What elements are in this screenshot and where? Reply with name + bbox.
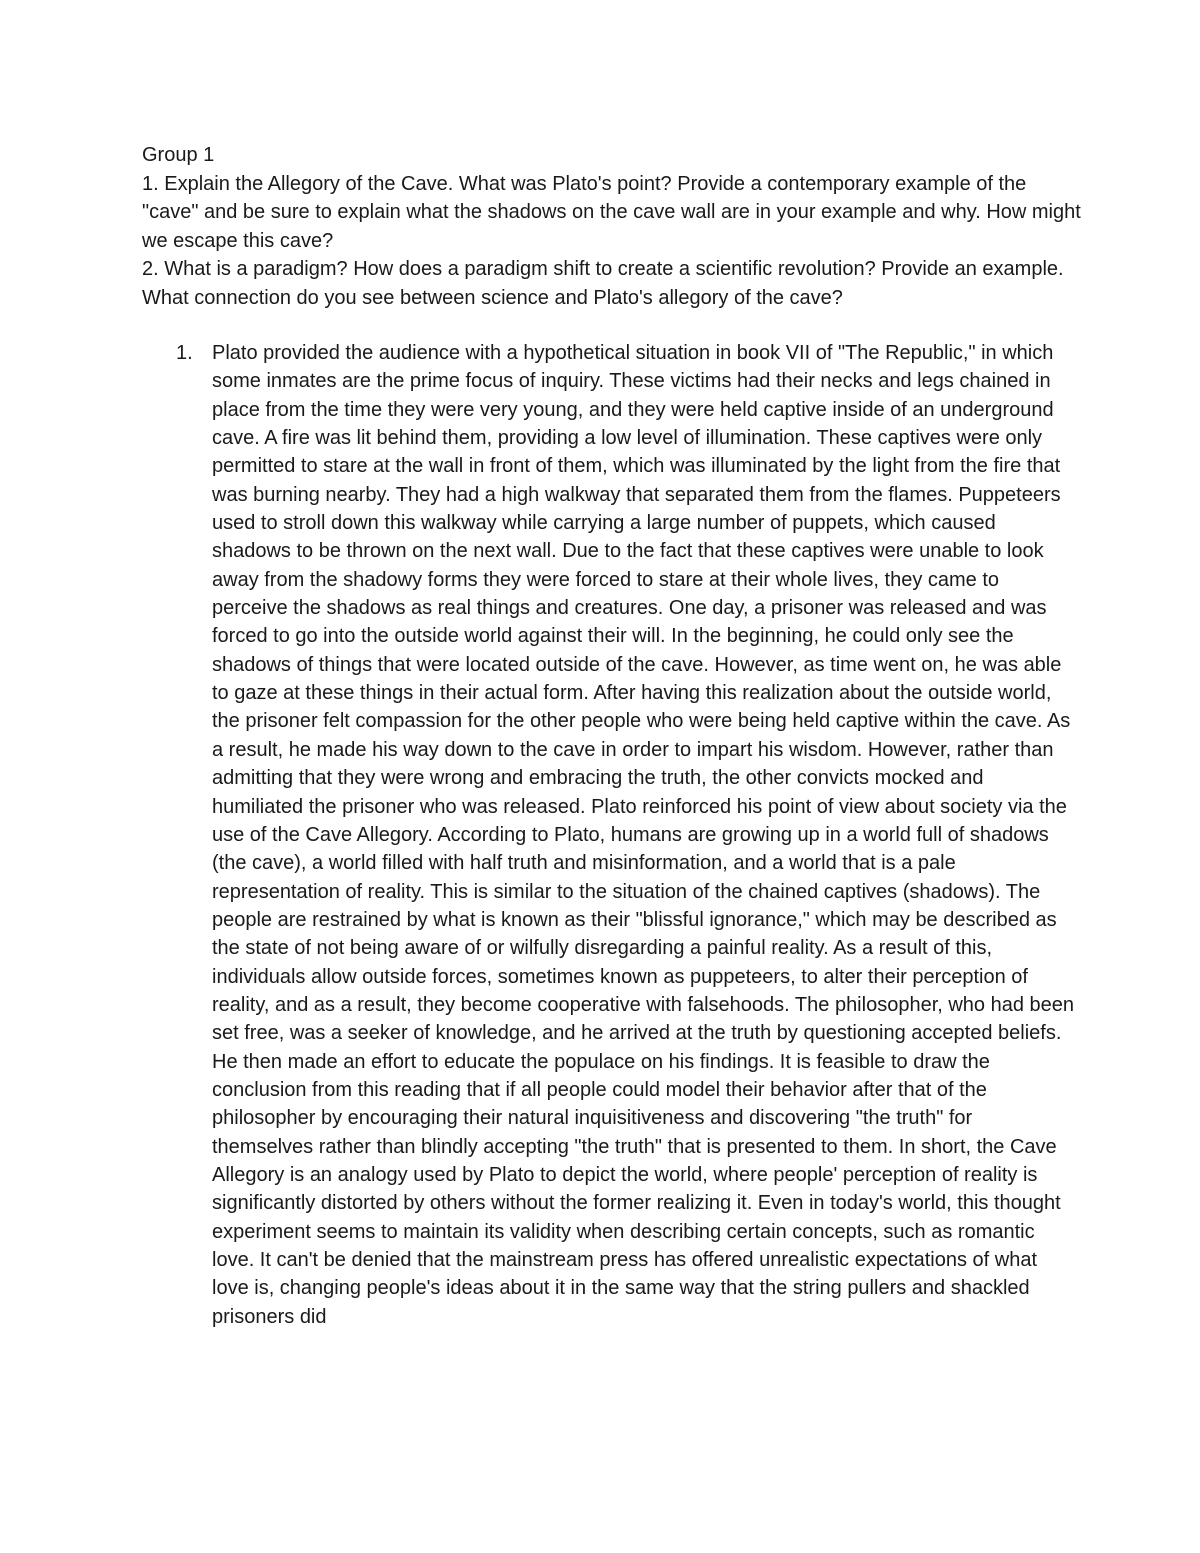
group-title: Group 1: [142, 144, 215, 166]
assignment-prompt: [142, 141, 1082, 313]
question-2: 2. What is a paradigm? How does a paradigm shift to create a scientific revolution? Provide an example. What connection do you see between science and Plato's allegory of the cave?: [142, 258, 1064, 309]
answer-paragraph: Plato provided the audience with a hypothetical situation in book VII of "The Republic," in which some inmates are the prime focus of inquiry. These victims had their necks and legs chained in place from the time they were very young, and they were held captive inside of an underground cave. A fire was lit behind them, providing a low level of illumination. These captives were only permitted to stare at the wall in front of them, which was illuminated by the light from the fire that was burning nearby. They had a high walkway that separated them from the flames. Puppeteers used to stroll down this walkway while carrying a large number of puppets, which caused shadows to be thrown on the next wall. Due to the fact that these captives were unable to look away from the shadowy forms they were forced to stare at their whole lives, they came to perceive the shadows as real things and creatures. One day, a prisoner was released and was forced to go into the outside world against their will. In the beginning, he could only see the shadows of things that were located outside of the cave. However, as time went on, he was able to gaze at these things in their actual form. After having this realization about the outside world, the prisoner felt compassion for the other people who were being held captive within the cave. As a result, he made his way down to the cave in order to impart his wisdom. However, rather than admitting that they were wrong and embracing the truth, the other convicts mocked and humiliated the prisoner who was released. Plato reinforced his point of view about society via the use of the Cave Allegory. According to Plato, humans are growing up in a world full of shadows (the cave), a world filled with half truth and misinformation, and a world that is a pale representation of reality. This is similar to the situation of the chained captives (shadows). The people are restrained by what is known as their "blissful ignorance," which may be described as the state of not being aware of or wilfully disregarding a painful reality. As a result of this, individuals allow outside forces, sometimes known as puppeteers, to alter their perception of reality, and as a result, they become cooperative with falsehoods. The philosopher, who had been set free, was a seeker of knowledge, and he arrived at the truth by questioning accepted beliefs. He then made an effort to educate the populace on his findings. It is feasible to draw the conclusion from this reading that if all people could model their behavior after that of the philosopher by encouraging their natural inquisitiveness and discovering "the truth" for themselves rather than blindly accepting "the truth" that is presented to them. In short, the Cave Allegory is an analogy used by Plato to depict the world, where people' perception of reality is significantly distorted by others without the former realizing it. Even in today's world, this thought experiment seems to maintain its validity when describing certain concepts, such as romantic love. It can't be denied that the mainstream press has offered unrealistic expectations of what love is, changing people's ideas about it in the same way that the string pullers and shackled prisoners did: [212, 342, 1075, 1328]
question-1: 1. Explain the Allegory of the Cave. What was Plato's point? Provide a contemporary example of the "cave" and be sure to explain what the shadows on the cave wall are in your example and why. How might we escape this cave?: [142, 172, 1081, 252]
list-item: [176, 339, 1077, 1331]
answer-list: [176, 339, 1077, 1331]
list-item-number: 1.: [176, 342, 193, 364]
